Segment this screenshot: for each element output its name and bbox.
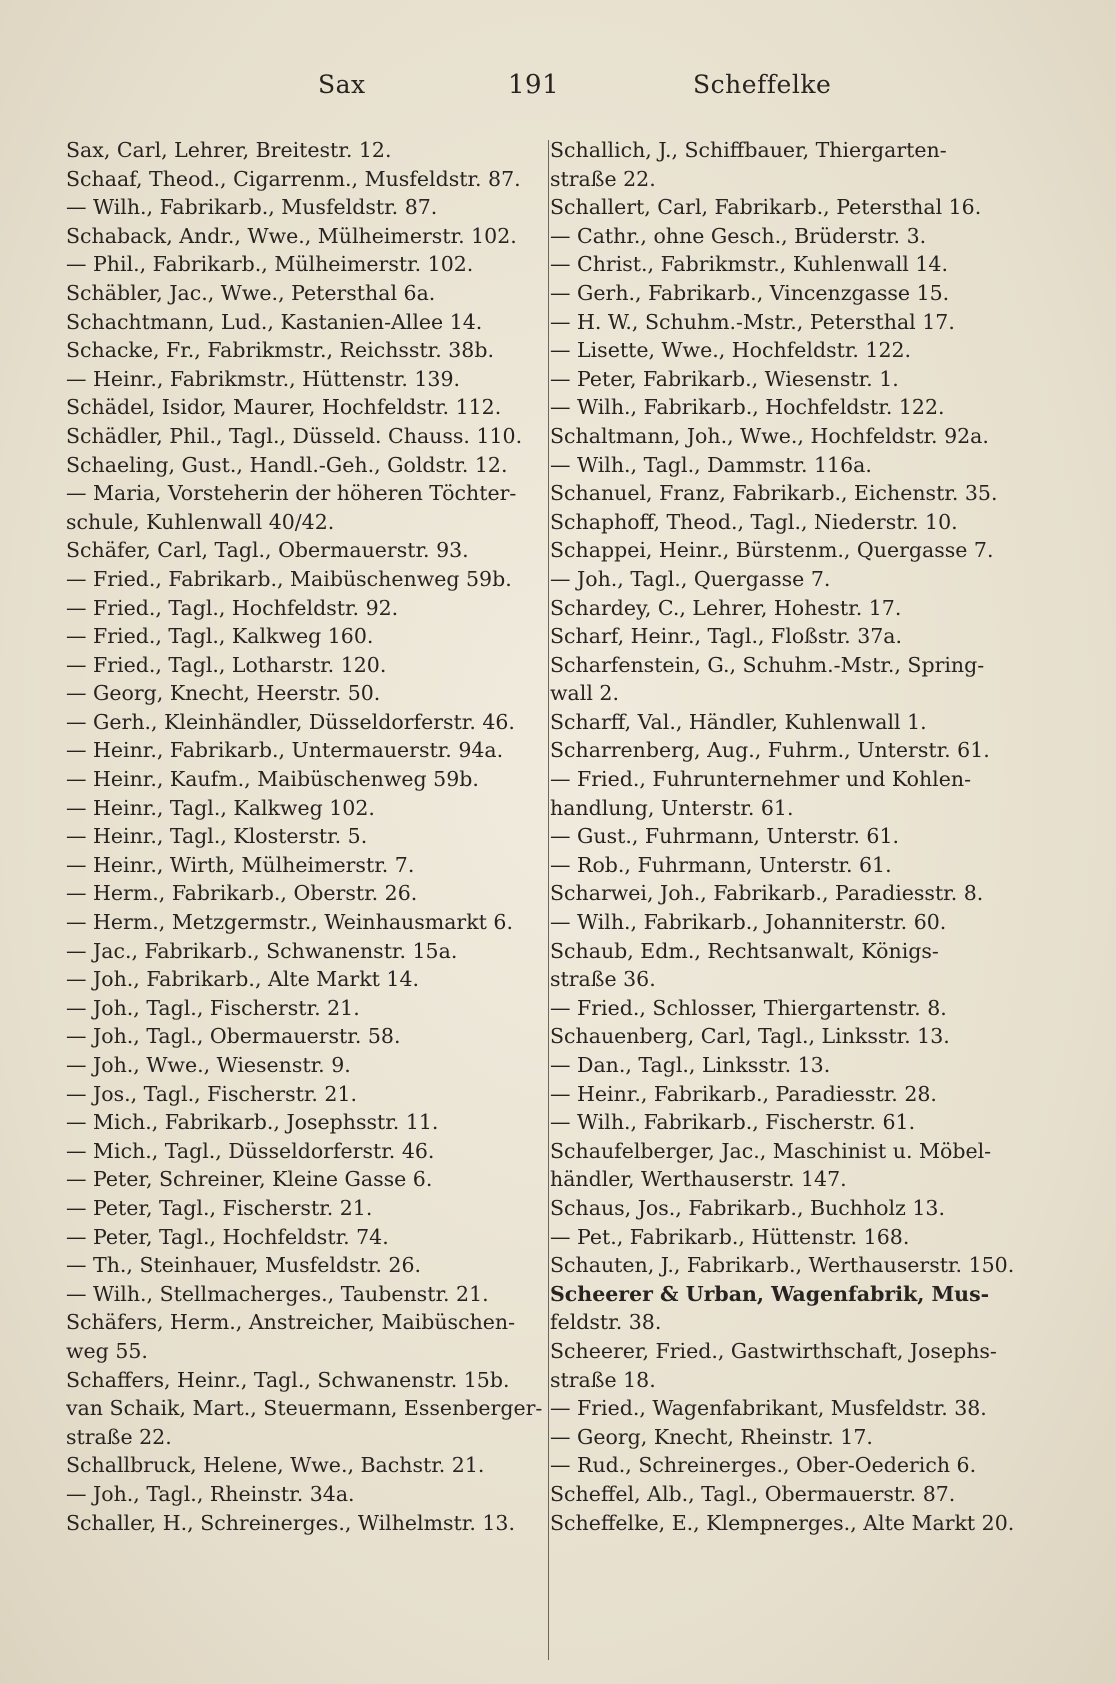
directory-entry-line: — Peter, Tagl., Fischerstr. 21. — [66, 1195, 373, 1220]
directory-entry-line: Scheerer & Urban, Wagenfabrik, Mus- — [550, 1281, 990, 1306]
directory-entry-line: Schauten, J., Fabrikarb., Werthauserstr. 150. — [550, 1253, 1015, 1278]
directory-entry-line: Scharrenberg, Aug., Fuhrm., Unterstr. 61. — [550, 738, 990, 763]
directory-entry-line: — Christ., Fabrikmstr., Kuhlenwall 14. — [550, 252, 948, 277]
directory-entry-line: — Joh., Wwe., Wiesenstr. 9. — [66, 1053, 351, 1077]
directory-entry-line: — Peter, Tagl., Hochfeldstr. 74. — [66, 1224, 389, 1249]
directory-entry-line: Schanuel, Franz, Fabrikarb., Eichenstr. 35. — [550, 481, 998, 506]
directory-entry-line: — Maria, Vorsteherin der höheren Töchter- — [66, 481, 517, 506]
directory-entry-line: van Schaik, Mart., Steuermann, Essenberger- — [66, 1396, 543, 1421]
directory-entry-line: — Heinr., Wirth, Mülheimerstr. 7. — [66, 852, 415, 877]
page-header — [0, 70, 1116, 114]
directory-entry-line: — Cathr., ohne Gesch., Brüderstr. 3. — [550, 223, 927, 248]
header-last-name: Scheffelke — [693, 70, 832, 99]
directory-entry-line: — Georg, Knecht, Heerstr. 50. — [66, 681, 381, 706]
directory-entry-line: Schaufelberger, Jac., Maschinist u. Möbel- — [550, 1138, 992, 1163]
directory-entry-line: — Pet., Fabrikarb., Hüttenstr. 168. — [550, 1224, 910, 1249]
directory-entry-line: händler, Werthauserstr. 147. — [550, 1167, 847, 1192]
directory-entry-line: — Wilh., Fabrikarb., Johanniterstr. 60. — [550, 910, 947, 935]
directory-entry-line: Scheffel, Alb., Tagl., Obermauerstr. 87. — [550, 1481, 956, 1506]
directory-entry-line: Schäfer, Carl, Tagl., Obermauerstr. 93. — [66, 538, 469, 563]
directory-entry-line: — Herm., Fabrikarb., Oberstr. 26. — [66, 881, 418, 906]
directory-entry-line: — Joh., Fabrikarb., Alte Markt 14. — [66, 967, 420, 992]
directory-entry-line: — Fried., Fuhrunternehmer und Kohlen- — [550, 767, 972, 792]
directory-entry-line: — Jac., Fabrikarb., Schwanenstr. 15a. — [66, 938, 458, 963]
page-number: 191 — [508, 70, 560, 100]
directory-entry-line: straße 36. — [550, 967, 656, 992]
right-column — [550, 136, 1050, 1537]
directory-entry-line: Schaub, Edm., Rechtsanwalt, Königs- — [550, 938, 939, 963]
directory-entry-line: — Rob., Fuhrmann, Unterstr. 61. — [550, 852, 892, 877]
directory-entry-line: wall 2. — [550, 681, 619, 706]
directory-entry-line: — Heinr., Tagl., Klosterstr. 5. — [66, 824, 368, 849]
directory-entry-line: — Fried., Tagl., Hochfeldstr. 92. — [66, 595, 399, 620]
header-first-name: Sax — [318, 70, 366, 99]
directory-entry-line: straße 22. — [66, 1424, 172, 1449]
directory-entry-line: — Wilh., Stellmacherges., Taubenstr. 21. — [66, 1281, 489, 1306]
directory-entry-line: — Wilh., Fabrikarb., Fischerstr. 61. — [550, 1110, 916, 1135]
directory-entry-line: Schaus, Jos., Fabrikarb., Buchholz 13. — [550, 1195, 945, 1220]
directory-entry-line: Schäbler, Jac., Wwe., Petersthal 6a. — [66, 280, 436, 305]
directory-entry-line: Schaller, H., Schreinerges., Wilhelmstr. 13. — [66, 1510, 515, 1535]
directory-entry-line: Schäfers, Herm., Anstreicher, Maibüschen- — [66, 1310, 516, 1335]
directory-entry-line: Schädel, Isidor, Maurer, Hochfeldstr. 112. — [66, 395, 502, 420]
directory-entry-line: — Peter, Schreiner, Kleine Gasse 6. — [66, 1167, 433, 1192]
directory-entry-line: — Joh., Tagl., Fischerstr. 21. — [66, 995, 360, 1020]
left-column — [66, 136, 556, 1537]
directory-entry-line: — Heinr., Fabrikmstr., Hüttenstr. 139. — [66, 366, 461, 391]
directory-entry-line: Sax, Carl, Lehrer, Breitestr. 12. — [66, 138, 392, 162]
directory-entry-line: — Rud., Schreinerges., Ober-Oederich 6. — [550, 1453, 977, 1478]
directory-entry-line: Schardey, C., Lehrer, Hohestr. 17. — [550, 595, 902, 620]
directory-entry-line: Schaback, Andr., Wwe., Mülheimerstr. 102. — [66, 223, 517, 248]
directory-entry-line: Schaaf, Theod., Cigarrenm., Musfeldstr. 87. — [66, 166, 521, 191]
directory-entry-line: — Georg, Knecht, Rheinstr. 17. — [550, 1424, 873, 1449]
directory-entry-line: straße 18. — [550, 1367, 656, 1392]
directory-entry-line: Schallbruck, Helene, Wwe., Bachstr. 21. — [66, 1453, 485, 1478]
directory-entry-line: — Joh., Tagl., Rheinstr. 34a. — [66, 1481, 355, 1506]
directory-entry-line: Schauenberg, Carl, Tagl., Linksstr. 13. — [550, 1024, 950, 1049]
directory-entry-line: — Lisette, Wwe., Hochfeldstr. 122. — [550, 338, 912, 363]
directory-entry-line: Schaffers, Heinr., Tagl., Schwanenstr. 15b. — [66, 1367, 510, 1392]
directory-entry-line: Scharwei, Joh., Fabrikarb., Paradiesstr. 8. — [550, 881, 984, 906]
directory-entry-line: — Mich., Fabrikarb., Josephsstr. 11. — [66, 1110, 439, 1135]
directory-entry-line: — Phil., Fabrikarb., Mülheimerstr. 102. — [66, 252, 474, 277]
column-divider — [548, 140, 549, 1660]
directory-entry-line: — Herm., Metzgermstr., Weinhausmarkt 6. — [66, 910, 513, 935]
directory-entry-line: — Mich., Tagl., Düsseldorferstr. 46. — [66, 1138, 435, 1163]
directory-entry-line: — Heinr., Tagl., Kalkweg 102. — [66, 795, 375, 820]
directory-entry-line: handlung, Unterstr. 61. — [550, 795, 794, 820]
directory-entry-line: — Heinr., Kaufm., Maibüschenweg 59b. — [66, 767, 479, 792]
directory-entry-line: Schallich, J., Schiffbauer, Thiergarten- — [550, 138, 947, 162]
directory-entry-line: Scharfenstein, G., Schuhm.-Mstr., Spring- — [550, 652, 985, 677]
directory-entry-line: feldstr. 38. — [550, 1310, 662, 1335]
directory-entry-line: Schaltmann, Joh., Wwe., Hochfeldstr. 92a. — [550, 423, 989, 448]
directory-entry-line: Scheffelke, E., Klempnerges., Alte Markt 20. — [550, 1510, 1015, 1535]
directory-entry-line: — Fried., Fabrikarb., Maibüschenweg 59b. — [66, 566, 512, 591]
directory-entry-line: — Joh., Tagl., Quergasse 7. — [550, 566, 831, 591]
directory-entry-line: — Dan., Tagl., Linksstr. 13. — [550, 1053, 831, 1077]
directory-entry-line: — Wilh., Fabrikarb., Musfeldstr. 87. — [66, 195, 438, 220]
directory-entry-line: — Fried., Tagl., Kalkweg 160. — [66, 624, 374, 649]
directory-entry-line: — Peter, Fabrikarb., Wiesenstr. 1. — [550, 366, 899, 391]
directory-entry-line: Schappei, Heinr., Bürstenm., Quergasse 7. — [550, 538, 994, 563]
directory-entry-line: — Jos., Tagl., Fischerstr. 21. — [66, 1081, 358, 1106]
directory-entry-line: Scharf, Heinr., Tagl., Floßstr. 37a. — [550, 624, 903, 649]
directory-entry-line: schule, Kuhlenwall 40/42. — [66, 509, 335, 534]
directory-entry-line: — Wilh., Fabrikarb., Hochfeldstr. 122. — [550, 395, 945, 420]
directory-entry-line: — Heinr., Fabrikarb., Untermauerstr. 94a. — [66, 738, 504, 763]
directory-entry-line: — Gerh., Kleinhändler, Düsseldorferstr. 46. — [66, 709, 515, 734]
directory-entry-line: weg 55. — [66, 1338, 148, 1363]
directory-entry-line: Schädler, Phil., Tagl., Düsseld. Chauss. 110. — [66, 423, 523, 448]
directory-entry-line: — Fried., Wagenfabrikant, Musfeldstr. 38. — [550, 1396, 987, 1421]
directory-entry-line: Scharff, Val., Händler, Kuhlenwall 1. — [550, 709, 927, 734]
directory-entry-line: — Gust., Fuhrmann, Unterstr. 61. — [550, 824, 900, 849]
directory-entry-line: Schachtmann, Lud., Kastanien-Allee 14. — [66, 309, 483, 334]
directory-entry-line: — Fried., Schlosser, Thiergartenstr. 8. — [550, 995, 947, 1020]
directory-entry-line: — Fried., Tagl., Lotharstr. 120. — [66, 652, 387, 677]
directory-entry-line: — Th., Steinhauer, Musfeldstr. 26. — [66, 1253, 422, 1278]
directory-entry-line: — Joh., Tagl., Obermauerstr. 58. — [66, 1024, 401, 1049]
directory-entry-line: — Heinr., Fabrikarb., Paradiesstr. 28. — [550, 1081, 937, 1106]
directory-entry-line: Scheerer, Fried., Gastwirthschaft, Josephs- — [550, 1338, 997, 1363]
directory-entry-line: Schallert, Carl, Fabrikarb., Petersthal 16. — [550, 195, 982, 220]
directory-entry-line: — Wilh., Tagl., Dammstr. 116a. — [550, 452, 872, 477]
directory-entry-line: Schaeling, Gust., Handl.-Geh., Goldstr. 12. — [66, 452, 508, 477]
directory-entry-line: — Gerh., Fabrikarb., Vincenzgasse 15. — [550, 280, 950, 305]
directory-entry-line: Schaphoff, Theod., Tagl., Niederstr. 10. — [550, 509, 958, 534]
directory-entry-line: — H. W., Schuhm.-Mstr., Petersthal 17. — [550, 309, 955, 334]
directory-entry-line: Schacke, Fr., Fabrikmstr., Reichsstr. 38b. — [66, 338, 494, 363]
directory-entry-line: straße 22. — [550, 166, 656, 191]
